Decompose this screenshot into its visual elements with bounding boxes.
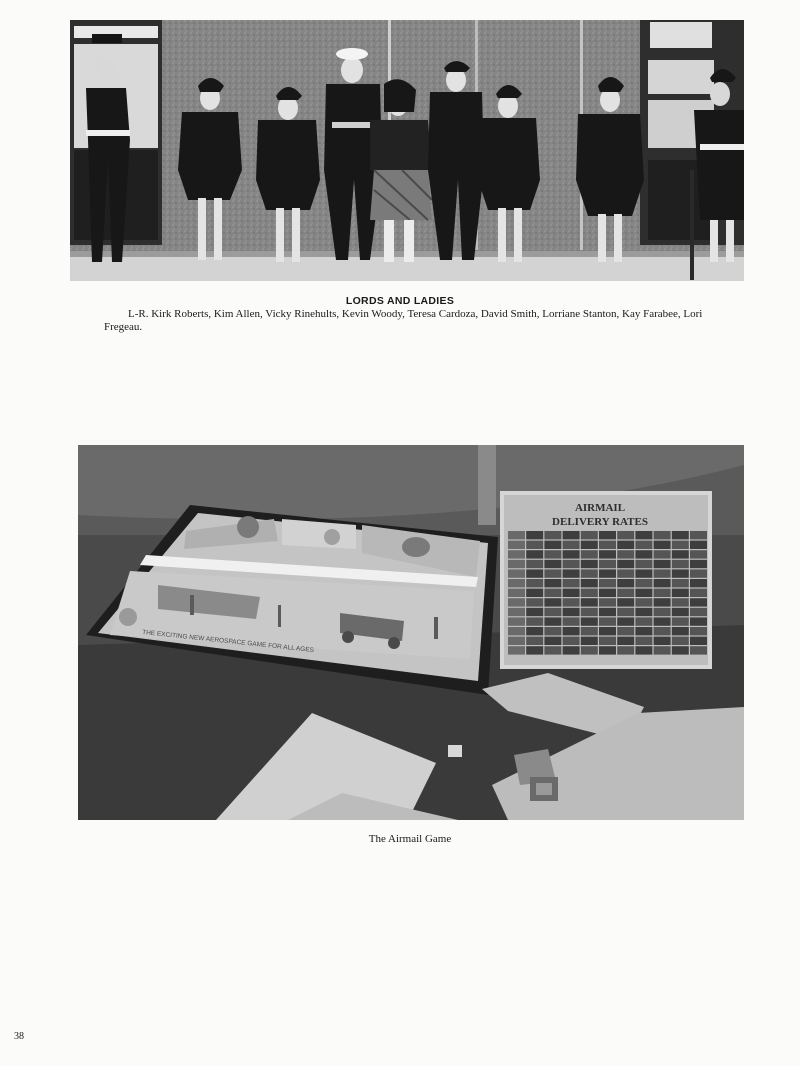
rates-grid-cell <box>599 637 616 645</box>
rates-grid-cell <box>672 608 689 616</box>
rates-grid-cell <box>563 589 580 597</box>
rates-grid-cell <box>672 598 689 606</box>
rates-grid-cell <box>526 637 543 645</box>
rates-grid-cell <box>599 560 616 568</box>
rates-grid-cell <box>544 598 561 606</box>
rates-grid-cell <box>617 579 634 587</box>
rates-chart-title-line2: DELIVERY RATES <box>552 516 648 528</box>
rates-grid-cell <box>526 531 543 539</box>
rates-grid-cell <box>544 531 561 539</box>
rates-grid-cell <box>581 550 598 558</box>
rates-grid-cell <box>563 646 580 654</box>
rates-grid-cell <box>690 617 707 625</box>
rates-grid-cell <box>581 637 598 645</box>
rates-grid-cell <box>635 637 652 645</box>
rates-grid-cell <box>563 579 580 587</box>
rates-grid-cell <box>581 617 598 625</box>
rates-grid-cell <box>690 569 707 577</box>
rates-grid-cell <box>526 579 543 587</box>
rates-grid-cell <box>544 560 561 568</box>
rates-grid-cell <box>526 589 543 597</box>
rates-grid-cell <box>544 550 561 558</box>
rates-grid-cell <box>654 617 671 625</box>
rates-grid-cell <box>690 531 707 539</box>
rates-grid-cell <box>635 569 652 577</box>
rates-grid-cell <box>690 579 707 587</box>
rates-grid-cell <box>544 637 561 645</box>
rates-grid-cell <box>526 541 543 549</box>
rates-grid-cell <box>544 579 561 587</box>
rates-grid-cell <box>508 637 525 645</box>
rates-grid-cell <box>544 608 561 616</box>
rates-grid-cell <box>581 541 598 549</box>
rates-grid-cell <box>672 541 689 549</box>
rates-grid-cell <box>690 608 707 616</box>
game-board-tagline: THE EXCITING NEW AEROSPACE GAME FOR ALL AGES <box>141 629 315 655</box>
rates-grid-cell <box>690 637 707 645</box>
rates-grid-cell <box>508 579 525 587</box>
rates-grid-cell <box>635 550 652 558</box>
rates-grid-cell <box>617 637 634 645</box>
rates-grid-cell <box>581 531 598 539</box>
rates-grid-cell <box>635 589 652 597</box>
rates-grid-cell <box>635 598 652 606</box>
rates-grid-cell <box>654 608 671 616</box>
page-number: 38 <box>14 1031 24 1042</box>
rates-grid-cell <box>581 608 598 616</box>
rates-grid-cell <box>526 569 543 577</box>
lords-and-ladies-title: LORDS AND LADIES <box>345 295 455 307</box>
rates-grid-cell <box>599 541 616 549</box>
rates-grid-cell <box>508 646 525 654</box>
rates-grid-cell <box>544 541 561 549</box>
delivery-rates-chart <box>500 491 712 669</box>
rates-grid-cell <box>617 531 634 539</box>
rates-grid-cell <box>617 569 634 577</box>
rates-grid-cell <box>581 579 598 587</box>
rates-grid-cell <box>563 637 580 645</box>
rates-grid-cell <box>581 569 598 577</box>
rates-grid-cell <box>635 608 652 616</box>
rates-grid-cell <box>672 617 689 625</box>
rates-grid-cell <box>581 598 598 606</box>
rates-grid-cell <box>599 608 616 616</box>
rates-grid-cell <box>599 646 616 654</box>
rates-grid-cell <box>690 589 707 597</box>
rates-grid-cell <box>617 550 634 558</box>
rates-grid-cell <box>508 531 525 539</box>
rates-grid-cell <box>544 569 561 577</box>
rates-grid-cell <box>635 617 652 625</box>
rates-grid-cell <box>654 598 671 606</box>
rates-grid-cell <box>563 550 580 558</box>
rates-grid-cell <box>672 637 689 645</box>
rates-grid-cell <box>672 646 689 654</box>
rates-grid-cell <box>672 589 689 597</box>
rates-grid-cell <box>563 617 580 625</box>
rates-grid-cell <box>563 608 580 616</box>
rates-grid-cell <box>690 550 707 558</box>
rates-grid-cell <box>617 608 634 616</box>
rates-grid-cell <box>544 589 561 597</box>
rates-grid-cell <box>526 560 543 568</box>
rates-grid-cell <box>544 646 561 654</box>
rates-grid-cell <box>526 617 543 625</box>
rates-grid-cell <box>599 550 616 558</box>
rates-grid-cell <box>508 617 525 625</box>
rates-grid-cell <box>654 560 671 568</box>
rates-grid-cell <box>544 627 561 635</box>
rates-grid-cell <box>599 531 616 539</box>
rates-grid-cell <box>526 627 543 635</box>
rates-chart-title-line1: AIRMAIL <box>574 502 626 514</box>
rates-grid-cell <box>563 541 580 549</box>
rates-grid-cell <box>526 550 543 558</box>
rates-grid-cell <box>581 646 598 654</box>
rates-grid-cell <box>508 560 525 568</box>
rates-grid-cell <box>617 598 634 606</box>
rates-grid-cell <box>672 569 689 577</box>
rates-grid-cell <box>635 579 652 587</box>
rates-grid-cell <box>635 627 652 635</box>
rates-grid-cell <box>526 598 543 606</box>
rates-grid-cell <box>672 627 689 635</box>
rates-grid-cell <box>599 617 616 625</box>
rates-grid-cell <box>690 560 707 568</box>
rates-grid-cell <box>599 569 616 577</box>
rates-grid-cell <box>654 541 671 549</box>
rates-grid-cell <box>672 550 689 558</box>
rates-grid-cell <box>581 560 598 568</box>
lords-and-ladies-caption: L-R. Kirk Roberts, Kim Allen, Vicky Rinehults, Kevin Woody, Teresa Cardoza, David Smith, Lorriane Stanton, Kay Farabee, Lori Fregeau. <box>104 308 703 333</box>
rates-grid-cell <box>654 579 671 587</box>
rates-grid-cell <box>563 569 580 577</box>
rates-grid-cell <box>654 550 671 558</box>
rates-grid-cell <box>690 541 707 549</box>
rates-grid-cell <box>617 646 634 654</box>
rates-grid-cell <box>617 627 634 635</box>
rates-grid-cell <box>581 627 598 635</box>
rates-grid-cell <box>672 560 689 568</box>
rates-grid-cell <box>654 646 671 654</box>
rates-grid-cell <box>508 589 525 597</box>
rates-grid-cell <box>563 627 580 635</box>
rates-grid-cell <box>635 531 652 539</box>
airmail-game-photo <box>78 445 744 820</box>
rates-grid-cell <box>617 560 634 568</box>
rates-grid-cell <box>599 579 616 587</box>
rates-grid-cell <box>672 579 689 587</box>
rates-grid-cell <box>617 617 634 625</box>
rates-grid-cell <box>508 608 525 616</box>
rates-grid-cell <box>508 598 525 606</box>
rates-grid-cell <box>526 608 543 616</box>
rates-grid-cell <box>654 569 671 577</box>
rates-grid-cell <box>690 646 707 654</box>
rates-grid-cell <box>617 589 634 597</box>
rates-grid-cell <box>654 589 671 597</box>
rates-grid-cell <box>599 598 616 606</box>
rates-grid-cell <box>672 531 689 539</box>
rates-grid-cell <box>581 589 598 597</box>
airmail-game-caption: The Airmail Game <box>368 833 452 845</box>
lords-and-ladies-photo <box>70 20 744 281</box>
rates-grid-cell <box>690 598 707 606</box>
rates-grid-cell <box>617 541 634 549</box>
rates-grid-cell <box>526 646 543 654</box>
rates-grid-cell <box>599 627 616 635</box>
rates-grid-cell <box>654 627 671 635</box>
rates-grid-cell <box>654 531 671 539</box>
rates-grid-cell <box>599 589 616 597</box>
rates-grid-cell <box>690 627 707 635</box>
rates-grid-cell <box>563 598 580 606</box>
rates-grid-cell <box>508 569 525 577</box>
rates-grid-cell <box>635 646 652 654</box>
rates-grid-cell <box>508 541 525 549</box>
rates-grid-cell <box>563 531 580 539</box>
rates-grid-cell <box>508 550 525 558</box>
rates-grid-cell <box>635 560 652 568</box>
rates-grid-cell <box>563 560 580 568</box>
rates-grid-cell <box>635 541 652 549</box>
rates-grid-cell <box>544 617 561 625</box>
rates-grid-cell <box>508 627 525 635</box>
rates-grid-cell <box>654 637 671 645</box>
